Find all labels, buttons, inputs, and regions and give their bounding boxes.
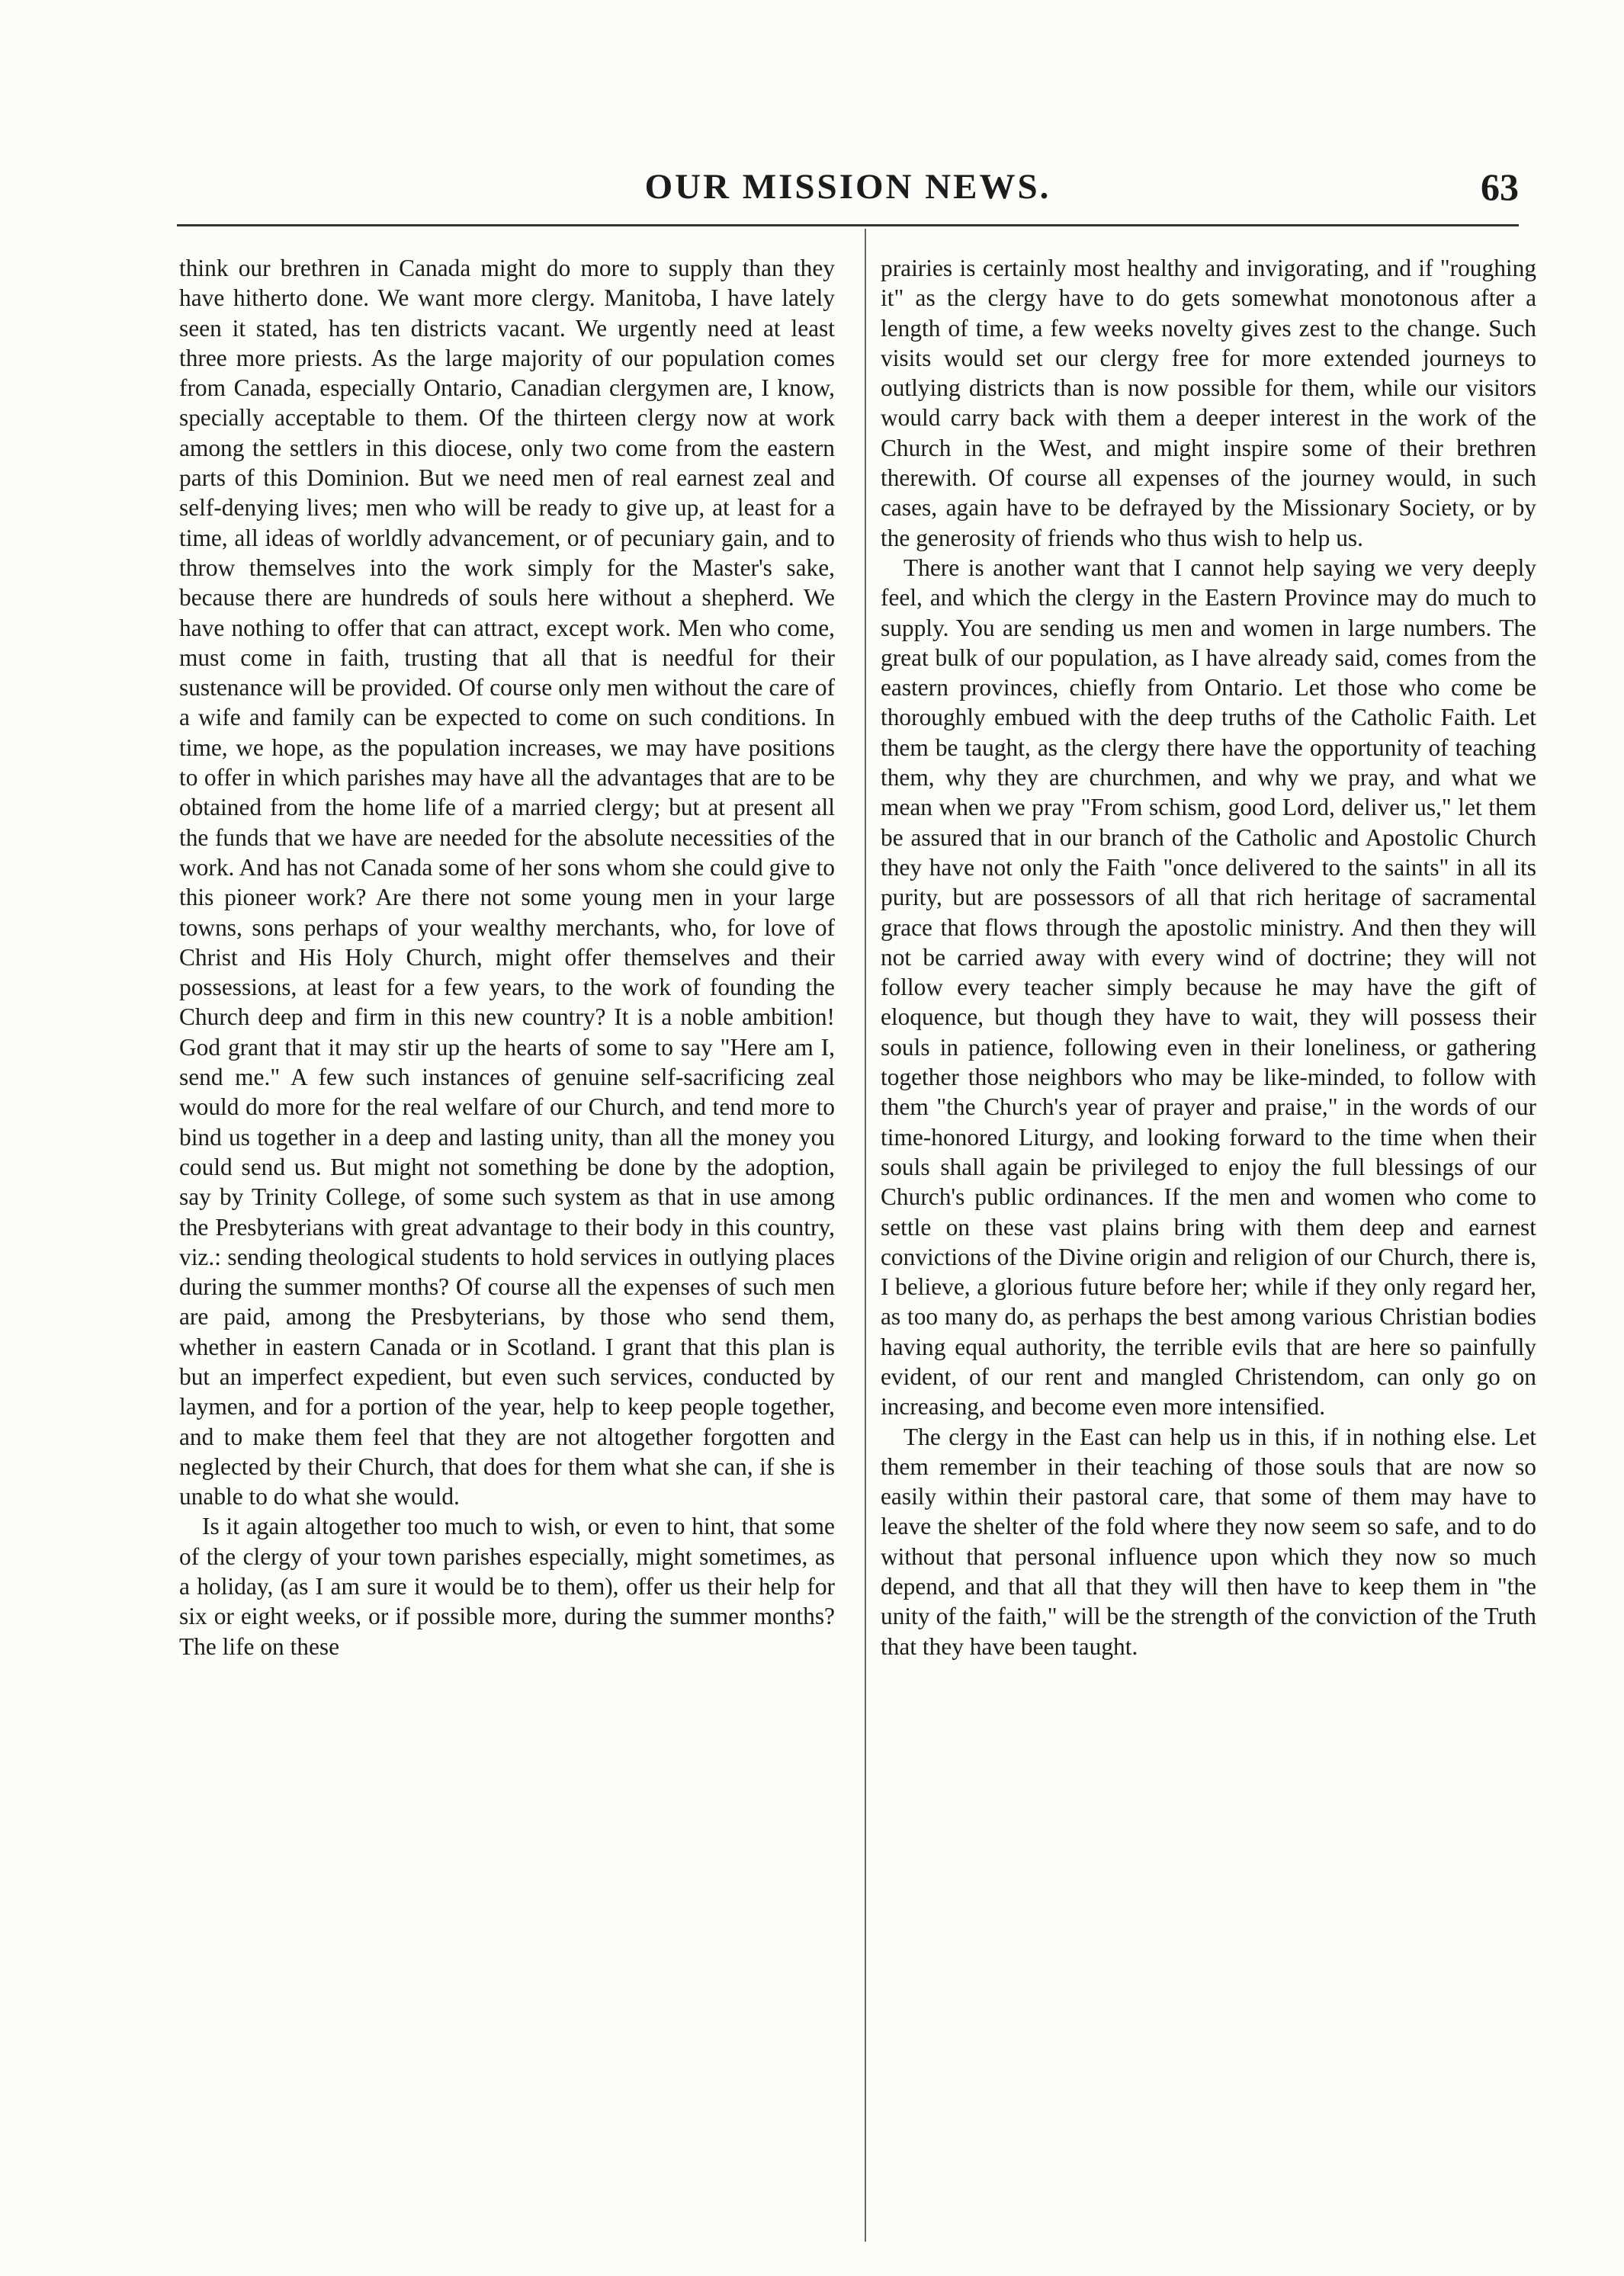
paragraph: There is another want that I cannot help saying we very deeply feel, and which the clergy in the Eastern Province may do much to supply. You are sending us men and women in large numbers. The great bulk of our population, as I have already said, comes from the eastern provinces, chiefly from Ontario. Let those who come be thoroughly embued with the deep truths of the Catholic Faith. Let them be taught, as the clergy there have the opportunity of teaching them, why they are churchmen, and why we pray, and what we mean when we pray "From schism, good Lord, deliver us," let them be assured that in our branch of the Catholic and Apostolic Church they have not only the Faith "once delivered to the saints" in all its purity, but are possessors of all that rich heritage of sacramental grace that flows through the apostolic ministry. And then they will not be carried away with every wind of doctrine; they will not follow every teacher simply because he may have the gift of eloquence, but though they have to wait, they will possess their souls in patience, following even in their loneliness, or gathering together those neighbors who may be like-minded, to follow with them "the Church's year of prayer and praise," in the words of our time-honored Liturgy, and looking forward to the time when their souls shall again be privileged to enjoy the full blessings of our Church's public ordinances. If the men and women who come to settle on these vast plains bring with them deep and earnest convictions of the Divine origin and religion of our Church, there is, I believe, a glorious future before her; while if they only regard her, as too many do, as perhaps the best among various Christian bodies having equal authority, the terrible evils that are here so painfully evident, of our rent and mangled Christendom, can only go on increasing, and become even more intensified. [881,554,1536,1420]
paragraph: Is it again altogether too much to wish, or even to hint, that some of the clergy of your town parishes especially, might sometimes, as a holiday, (as I am sure it would be to them), offer us their help for six or eight weeks, or if possible more, during the summer months? The life on these [179,1513,835,1660]
page-number: 63 [1481,165,1519,208]
column-divider [865,229,866,2242]
left-column [179,253,835,1661]
running-head [177,163,1519,209]
page-title: OUR MISSION NEWS. [644,167,1051,207]
paragraph: prairies is certainly most healthy and invigorating, and if "roughing it" as the clergy have to do gets somewhat monotonous after a length of time, a few weeks novelty gives zest to the change. Such visits would set our clergy free for more extended journeys to outlying districts than is now possible for them, while our visitors would carry back with them a deeper interest in the work of the Church in the West, and might inspire some of their brethren therewith. Of course all expenses of the journey would, in such cases, again have to be defrayed by the Missionary Society, or by the generosity of friends who thus wish to help us. [881,255,1536,551]
paragraph: think our brethren in Canada might do more to supply than they have hitherto done. We want more clergy. Manitoba, I have lately seen it stated, has ten districts vacant. We urgently need at least three more priests. As the large majority of our population comes from Canada, especially Ontario, Canadian clergymen are, I know, specially acceptable to them. Of the thirteen clergy now at work among the settlers in this diocese, only two come from the eastern parts of this Dominion. But we need men of real earnest zeal and self-denying lives; men who will be ready to give up, at least for a time, all ideas of worldly advancement, or of pecuniary gain, and to throw themselves into the work simply for the Master's sake, because there are hundreds of souls here without a shepherd. We have nothing to offer that can attract, except work. Men who come, must come in faith, trusting that all that is needful for their sustenance will be provided. Of course only men without the care of a wife and family can be expected to come on such conditions. In time, we hope, as the population increases, we may have positions to offer in which parishes may have all the advantages that are to be obtained from the home life of a married clergy; but at present all the funds that we have are needed for the absolute necessities of the work. And has not Canada some of her sons whom she could give to this pioneer work? Are there not some young men in your large towns, sons perhaps of your wealthy merchants, who, for love of Christ and His Holy Church, might offer themselves and their possessions, at least for a few years, to the work of founding the Church deep and firm in this new country? It is a noble ambition! God grant that it may stir up the hearts of some to say "Here am I, send me." A few such instances of genuine self-sacrificing zeal would do more for the real welfare of our Church, and tend more to bind us together in a deep and lasting unity, than all the money you could send us. But might not something be done by the adoption, say by Trinity College, of some such system as that in use among the Presbyterians with great advantage to their body in this country, viz.: sending theological students to hold services in outlying places during the summer months? Of course all the expenses of such men are paid, among the Presbyterians, by those who send them, whether in eastern Canada or in Scotland. I grant that this plan is but an imperfect expedient, but even such services, conducted by laymen, and for a portion of the year, help to keep people together, and to make them feel that they are not altogether forgotten and neglected by their Church, that does for them what she can, if she is unable to do what she would. [179,255,835,1510]
right-column [881,253,1536,1661]
header-rule [177,224,1519,226]
paragraph: The clergy in the East can help us in this, if in nothing else. Let them remember in their teaching of those souls that are now so easily within their pastoral care, that some of them may have to leave the shelter of the fold where they now seem so safe, and to do without that personal influence upon which they now so much depend, and that all that they will then have to keep them in "the unity of the faith," will be the strength of the conviction of the Truth that they have been taught. [881,1423,1536,1660]
